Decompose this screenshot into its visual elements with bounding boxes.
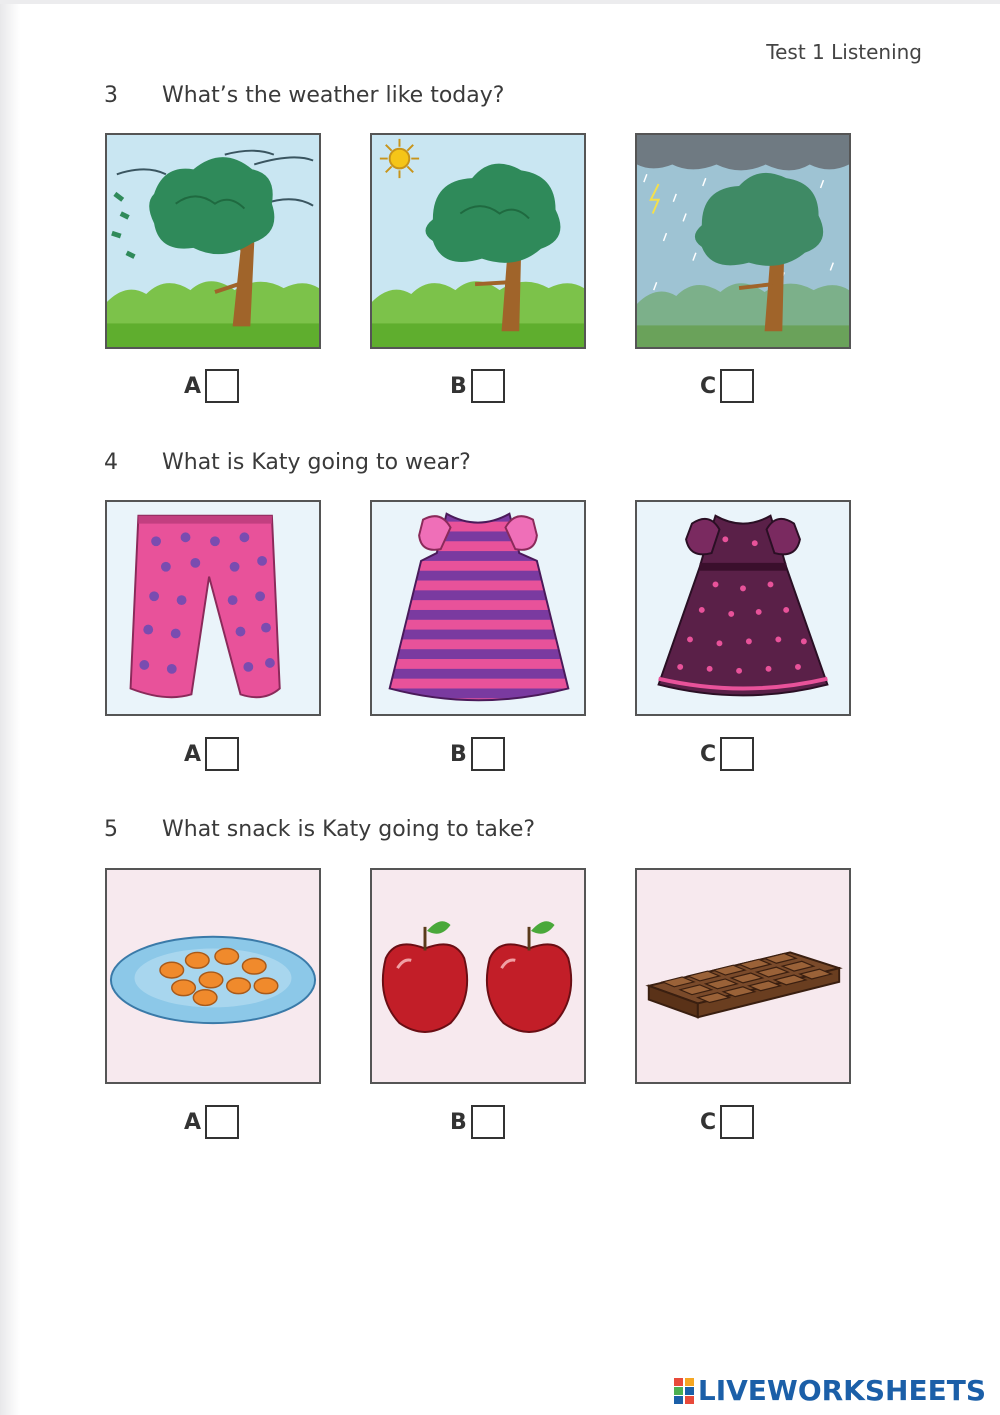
option-3b bbox=[450, 368, 505, 404]
answer-checkbox-3b[interactable] bbox=[471, 369, 505, 403]
option-letter: A bbox=[184, 373, 202, 399]
answer-checkbox-3a[interactable] bbox=[205, 369, 239, 403]
spotted-dress-picture[interactable] bbox=[635, 500, 851, 716]
option-letter: C bbox=[700, 741, 717, 767]
option-letter: C bbox=[700, 1109, 717, 1135]
option-5b bbox=[450, 1104, 505, 1140]
question-4 bbox=[104, 450, 471, 475]
option-letter: C bbox=[700, 373, 717, 399]
option-4a bbox=[184, 736, 239, 772]
liveworksheets-logo-icon bbox=[674, 1378, 694, 1404]
option-letter: A bbox=[184, 741, 202, 767]
option-letter: B bbox=[450, 741, 467, 767]
question-number: 5 bbox=[104, 817, 118, 842]
question-text: What is Katy going to wear? bbox=[162, 450, 471, 475]
two-apples-picture[interactable] bbox=[370, 868, 586, 1084]
question-text: What snack is Katy going to take? bbox=[162, 817, 536, 842]
option-letter: B bbox=[450, 373, 467, 399]
windy-tree-picture[interactable] bbox=[105, 133, 321, 349]
answer-checkbox-4c[interactable] bbox=[720, 737, 754, 771]
option-5c bbox=[700, 1104, 754, 1140]
page-binding-edge bbox=[0, 0, 20, 1415]
option-letter: A bbox=[184, 1109, 202, 1135]
option-4b bbox=[450, 736, 505, 772]
liveworksheets-wordmark: LIVEWORKSHEETS bbox=[697, 1374, 986, 1407]
question-3 bbox=[104, 83, 504, 108]
spotted-trousers-picture[interactable] bbox=[105, 500, 321, 716]
chocolate-bar-picture[interactable] bbox=[635, 868, 851, 1084]
option-4c bbox=[700, 736, 754, 772]
option-letter: B bbox=[450, 1109, 467, 1135]
answer-checkbox-5b[interactable] bbox=[471, 1105, 505, 1139]
striped-dress-picture[interactable] bbox=[370, 500, 586, 716]
option-3a bbox=[184, 368, 239, 404]
question-number: 4 bbox=[104, 450, 118, 475]
sunny-tree-picture[interactable] bbox=[370, 133, 586, 349]
page-top-edge bbox=[0, 0, 1000, 4]
option-5a bbox=[184, 1104, 239, 1140]
answer-checkbox-5c[interactable] bbox=[720, 1105, 754, 1139]
answer-checkbox-4a[interactable] bbox=[205, 737, 239, 771]
question-5 bbox=[104, 817, 535, 842]
answer-checkbox-5a[interactable] bbox=[205, 1105, 239, 1139]
question-text: What’s the weather like today? bbox=[162, 83, 505, 108]
answer-checkbox-4b[interactable] bbox=[471, 737, 505, 771]
page-header: Test 1 Listening bbox=[766, 40, 922, 64]
answer-checkbox-3c[interactable] bbox=[720, 369, 754, 403]
plate-of-biscuits-picture[interactable] bbox=[105, 868, 321, 1084]
question-number: 3 bbox=[104, 83, 118, 108]
liveworksheets-logo bbox=[674, 1374, 986, 1407]
rainy-tree-picture[interactable] bbox=[635, 133, 851, 349]
option-3c bbox=[700, 368, 754, 404]
